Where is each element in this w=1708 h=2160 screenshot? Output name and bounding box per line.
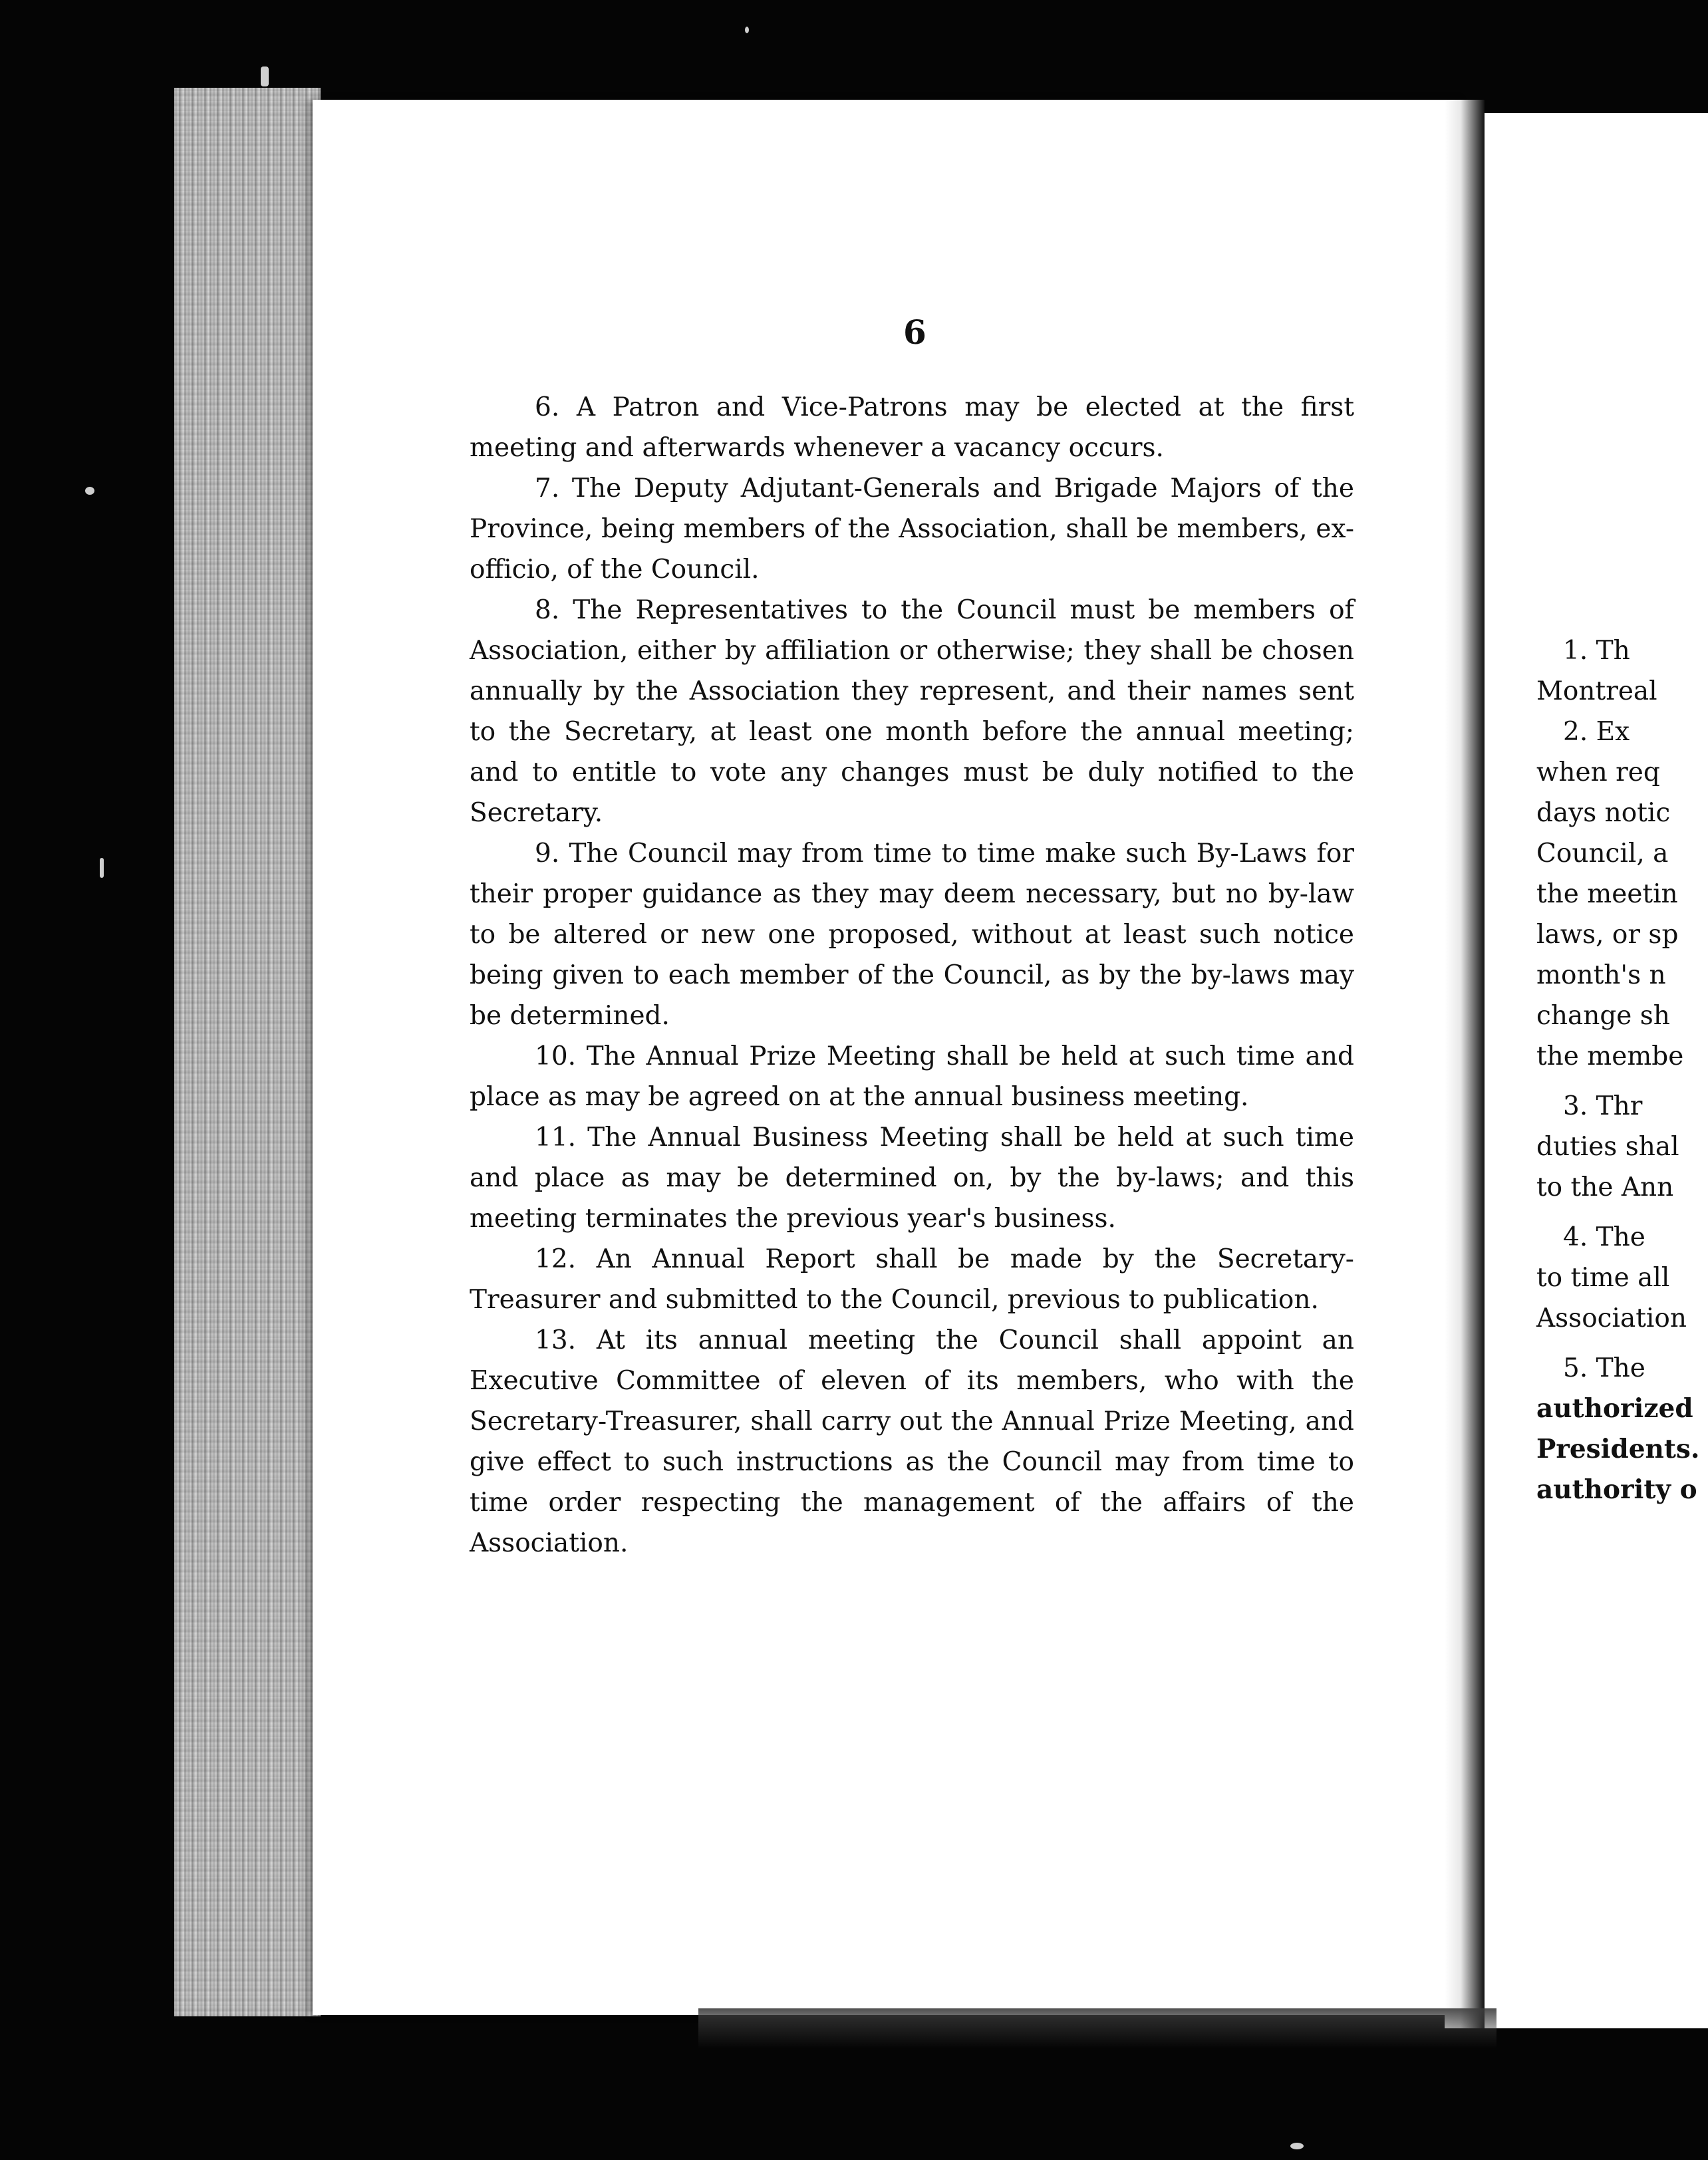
right-line: days notic bbox=[1536, 798, 1671, 828]
right-line: month's n bbox=[1536, 960, 1666, 990]
dust-speck bbox=[261, 67, 269, 86]
right-line: the membe bbox=[1536, 1041, 1684, 1071]
right-line: Presidents. bbox=[1536, 1434, 1700, 1464]
paragraph-11: 11. The Annual Business Meeting shall be held at such time and place as may be determined on, by the by-laws; and this meeting terminates the previous year's business. bbox=[470, 1123, 1354, 1234]
right-line: 1. Th bbox=[1563, 636, 1630, 666]
right-line: 4. The bbox=[1563, 1222, 1645, 1252]
right-line: Association bbox=[1536, 1303, 1687, 1333]
paragraph-7: 7. The Deputy Adjutant-Generals and Brigade Majors of the Province, being members of the Association, shall be members, ex-officio, of the Council. bbox=[470, 473, 1354, 585]
right-line: the meetin bbox=[1536, 879, 1678, 909]
paragraph-8: 8. The Representatives to the Council must be members of Association, either by affiliation or otherwise; they shall be chosen annually by the Association they represent, and their names sent to the Secretary, at least one month before the annual meeting; and to entitle to vote any changes must be duly notified to the Secretary. bbox=[470, 595, 1354, 828]
paragraph-9: 9. The Council may from time to time make such By-Laws for their proper guidance as they may deem necessary, but no by-law to be altered or new one proposed, without at least such notice being given to each member of the Council, as by the by-laws may be determined. bbox=[470, 839, 1354, 1031]
left-page-body bbox=[470, 387, 1354, 1563]
paragraph-12: 12. An Annual Report shall be made by the Secretary-Treasurer and submitted to the Council, previous to publication. bbox=[470, 1244, 1354, 1315]
right-line: Council, a bbox=[1536, 839, 1669, 869]
paragraph-13: 13. At its annual meeting the Council shall appoint an Executive Committee of eleven of its members, who with the Secretary-Treasurer, shall carry out the Annual Prize Meeting, and give effect to such instructions as the Council may from time to time order respecting the management of the affairs of the Association. bbox=[470, 1325, 1354, 1558]
right-line: 5. The bbox=[1563, 1353, 1645, 1383]
right-line: change sh bbox=[1536, 1001, 1670, 1031]
right-line: to the Ann bbox=[1536, 1172, 1674, 1202]
right-line: when req bbox=[1536, 757, 1660, 787]
right-line: Montreal bbox=[1536, 676, 1657, 706]
right-line: authority o bbox=[1536, 1474, 1697, 1505]
page-number: 6 bbox=[903, 313, 926, 352]
paragraph-6: 6. A Patron and Vice-Patrons may be elected at the first meeting and afterwards whenever a vacancy occurs. bbox=[470, 392, 1354, 463]
right-line: 2. Ex bbox=[1563, 717, 1630, 747]
book-page-edges bbox=[174, 88, 321, 2016]
right-line: laws, or sp bbox=[1536, 920, 1679, 950]
right-line: to time all bbox=[1536, 1263, 1670, 1293]
dust-speck bbox=[1290, 2143, 1304, 2149]
dust-speck bbox=[745, 27, 749, 33]
bottom-shadow bbox=[698, 2008, 1496, 2048]
dust-speck bbox=[100, 858, 104, 878]
right-line: authorized bbox=[1536, 1393, 1693, 1424]
dust-speck bbox=[85, 487, 94, 495]
paragraph-10: 10. The Annual Prize Meeting shall be held at such time and place as may be agreed on at the annual business meeting. bbox=[470, 1041, 1354, 1112]
right-line: duties shal bbox=[1536, 1132, 1679, 1162]
book-gutter bbox=[1445, 100, 1485, 2028]
right-line: 3. Thr bbox=[1563, 1091, 1643, 1121]
right-page-fragment-text bbox=[1536, 630, 1708, 1510]
